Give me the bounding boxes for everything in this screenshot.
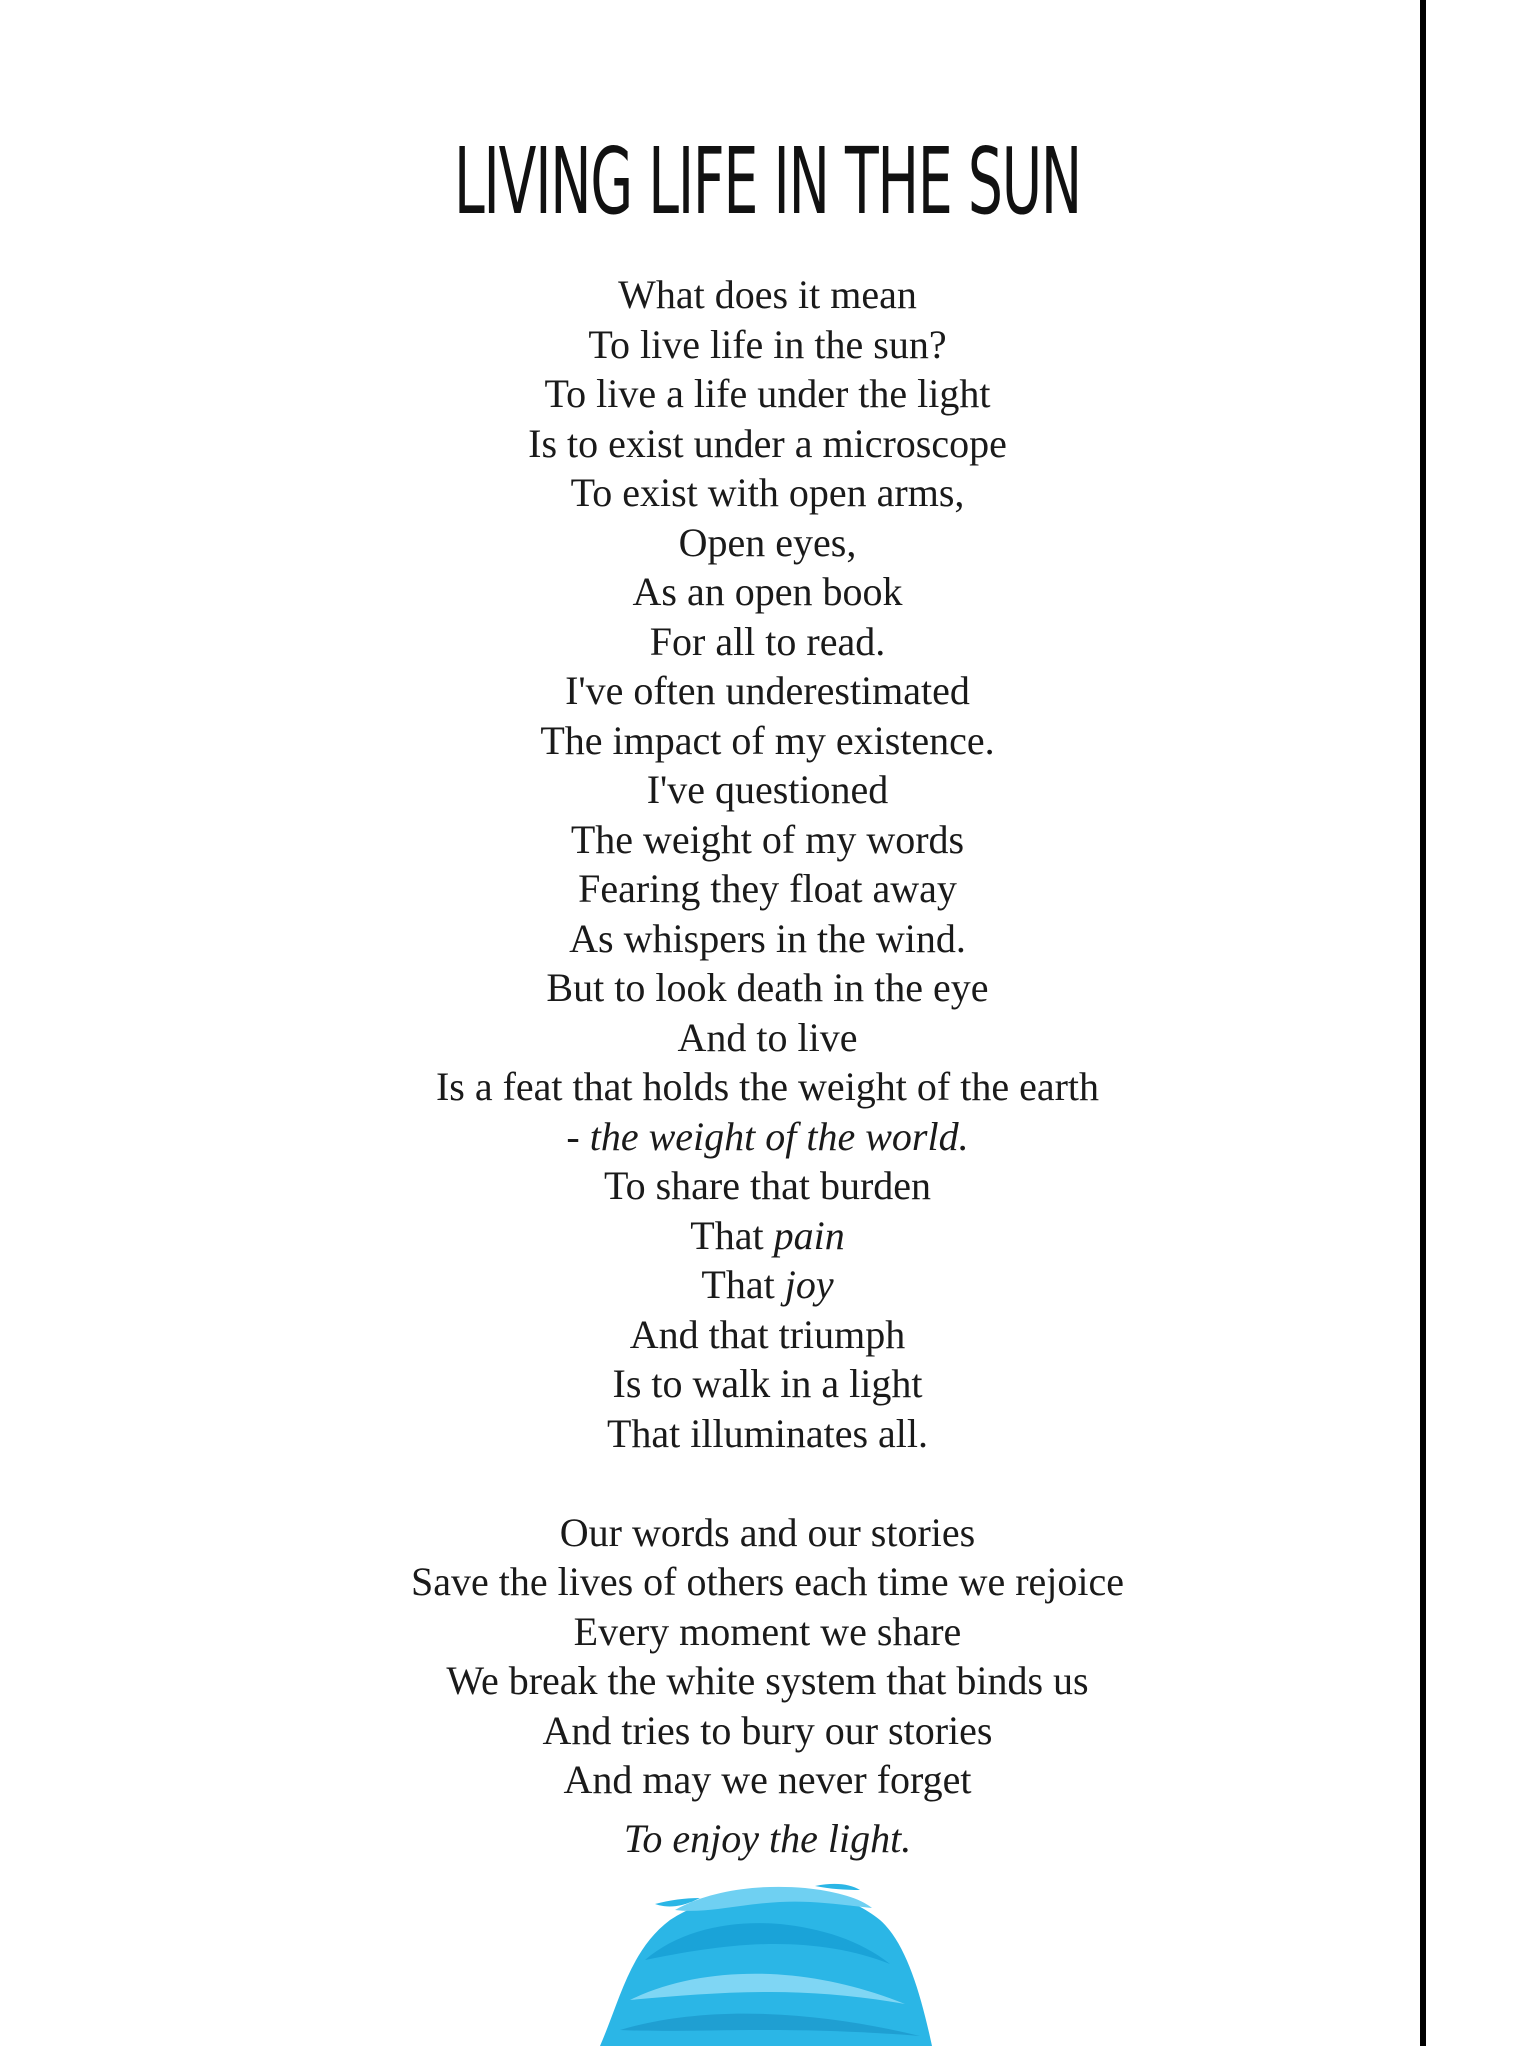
poem-line: Open eyes, (678, 519, 857, 565)
poem-line: The impact of my existence. (540, 717, 995, 763)
poem-line: And may we never forget (563, 1757, 972, 1802)
poem-line: Save the lives of others each time we rejoice (410, 1559, 1125, 1604)
poem-line: And tries to bury our stories (542, 1707, 993, 1753)
poem-line: I've often underestimated (565, 668, 970, 713)
poem-line: As whispers in the wind. (569, 915, 966, 961)
poem-line: And to live (677, 1014, 858, 1060)
poem-line: But to look death in the eye (546, 965, 989, 1010)
poem-line: For all to read. (649, 618, 886, 664)
poem-line: Is to walk in a light (612, 1361, 923, 1406)
poem-line: I've questioned (646, 767, 889, 812)
poem-title-text: LIVING LIFE IN THE SUN (454, 128, 1081, 235)
poem-line (0, 1211, 1535, 1261)
poem-line: Our words and our stories (559, 1509, 976, 1555)
poem-line: The weight of my words (570, 816, 965, 862)
poem-title (0, 128, 1535, 235)
stanza-break (0, 1458, 1535, 1508)
poem-italic-word: pain (773, 1212, 845, 1258)
poem-line: And that triumph (629, 1311, 906, 1357)
poem-line-italic: - the weight of the world. (566, 1113, 969, 1159)
poem-line-italic: To enjoy the light. (623, 1815, 912, 1861)
poem-line: Is a feat that holds the weight of the earth (435, 1064, 1100, 1109)
poem-line: Fearing they float away (578, 866, 957, 911)
poem-italic-word: joy (784, 1262, 834, 1307)
poem-body (0, 270, 1535, 1863)
poem-line: To exist with open arms, (570, 470, 965, 515)
poem-line-text: That (701, 1262, 785, 1307)
poem-line: What does it mean (618, 272, 917, 317)
poem-line: Every moment we share (573, 1608, 962, 1654)
poem-line: Is to exist under a microscope (528, 420, 1007, 466)
poem-line (0, 1260, 1535, 1310)
poem-line: We break the white system that binds us (446, 1658, 1089, 1703)
blue-paint-brush-stroke (560, 1880, 980, 2046)
poem-line: To live a life under the light (544, 371, 991, 416)
poem-line: As an open book (632, 569, 903, 614)
poem-line: That illuminates all. (606, 1410, 929, 1456)
poem-line-text: That (690, 1212, 774, 1258)
poem-line: To share that burden (603, 1163, 932, 1208)
poem-line: To live life in the sun? (588, 321, 947, 367)
